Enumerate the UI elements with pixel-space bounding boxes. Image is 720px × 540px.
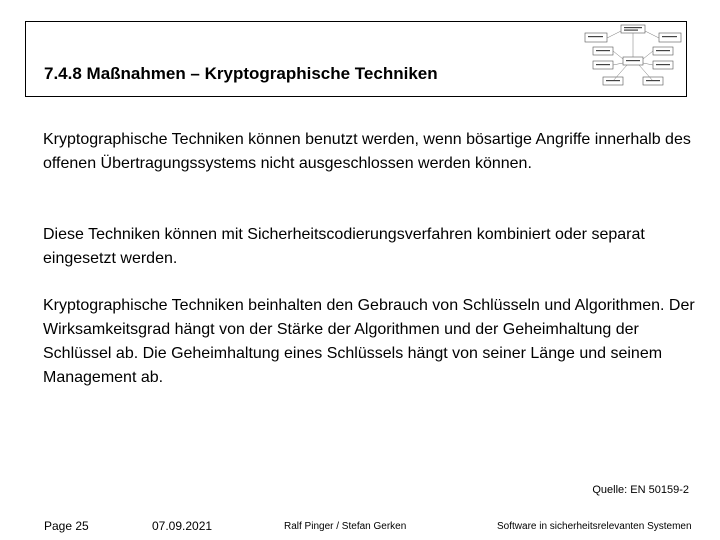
process-diagram-thumbnail (583, 23, 683, 93)
paragraph-1: Kryptographische Techniken können benutzt werden, wenn bösartige Angriffe innerhalb des offenen Übertragungssystems nicht ausgeschlossen werden können. (43, 131, 691, 172)
footer-date: 07.09.2021 (152, 519, 213, 533)
paragraph-3: Kryptographische Techniken beinhalten den Gebrauch von Schlüsseln und Algorithmen. Der Wirksamkeitsgrad hängt von der Stärke der Algorithmen und der Geheimhaltung der Schlüssel ab. Die Geheimhaltung eines Schlüssels hängt von seiner Länge und seinem Management ab. (43, 297, 695, 386)
footer-page-number: Page 25 (44, 519, 89, 533)
source-citation: Quelle: EN 50159-2 (592, 484, 689, 496)
paragraph-2: Diese Techniken können mit Sicherheitscodierungsverfahren kombiniert oder separat eingesetzt werden. (43, 226, 645, 267)
footer-course-title: Software in sicherheitsrelevanten Systemen (497, 521, 692, 532)
slide-title: 7.4.8 Maßnahmen – Kryptographische Techniken (44, 64, 438, 83)
footer-authors: Ralf Pinger / Stefan Gerken (284, 521, 407, 532)
